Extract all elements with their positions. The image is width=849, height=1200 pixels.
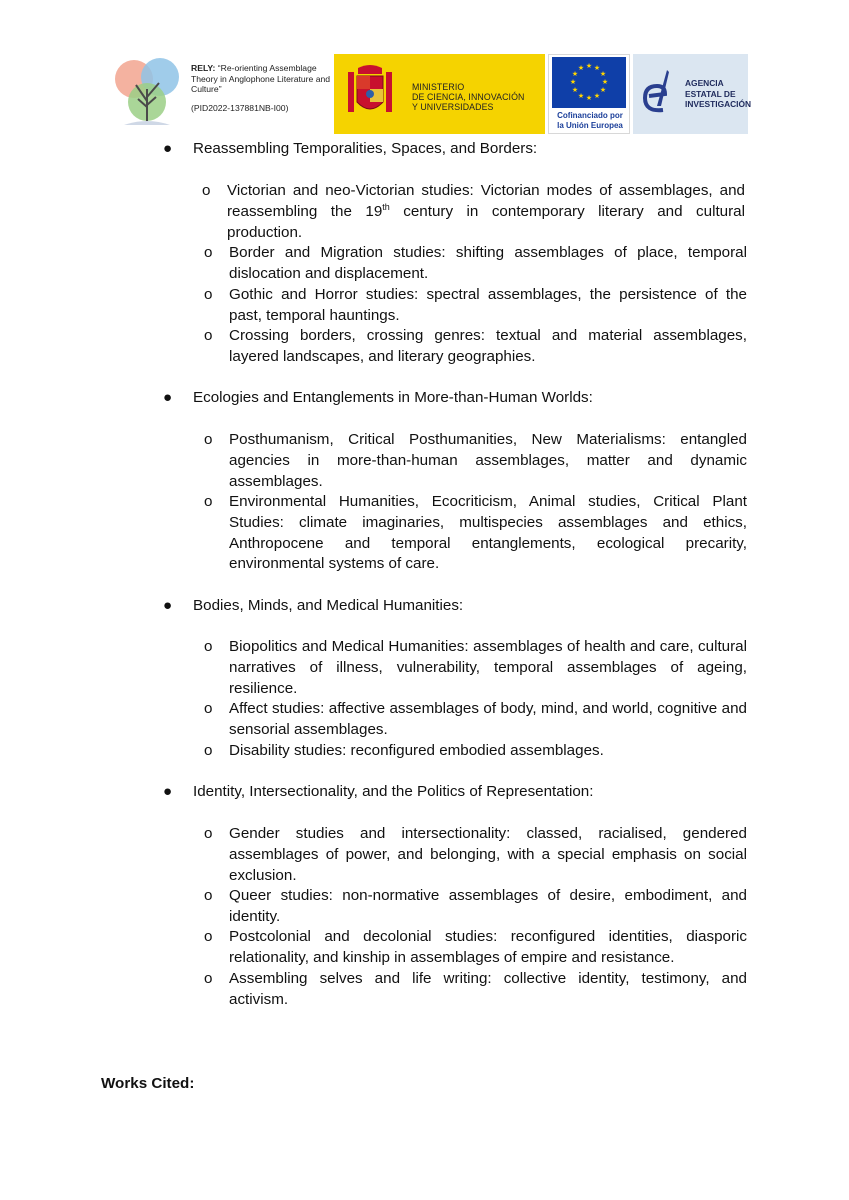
list-item-text: Gender studies and intersectionality: classed, racialised, gendered assemblages of power, and belonging, with a special emphasis on social exclusion. — [229, 825, 747, 884]
works-cited-heading: Works Cited: — [101, 1075, 195, 1092]
aei-line-3: INVESTIGACIÓN — [685, 99, 752, 109]
svg-text:★: ★ — [593, 64, 601, 72]
svg-text:★: ★ — [593, 92, 601, 100]
sub-bullet-icon: o — [204, 286, 213, 303]
list-item-text: Victorian and neo-Victorian studies: Victorian modes of assemblages, and reassembling the 19th century in contemporary literary and cultural production. — [227, 182, 745, 241]
ministerio-line-1: MINISTERIO — [412, 82, 465, 92]
bullet-icon: ● — [163, 140, 173, 157]
svg-text:★: ★ — [571, 70, 579, 78]
eu-line-1: Cofinanciado por — [557, 111, 623, 120]
list-item-text: Queer studies: non-normative assemblages of desire, embodiment, and identity. — [229, 887, 747, 925]
svg-text:★: ★ — [599, 86, 607, 94]
svg-text:★: ★ — [585, 94, 593, 102]
sub-bullet-icon: o — [204, 638, 213, 655]
list-item-text: Gothic and Horror studies: spectral assemblages, the persistence of the past, temporal hauntings. — [229, 286, 747, 324]
sub-bullet-icon: o — [204, 742, 213, 759]
section-heading: Ecologies and Entanglements in More-than-Human Worlds: — [193, 389, 593, 406]
svg-text:★: ★ — [571, 86, 579, 94]
list-item-text: Crossing borders, crossing genres: textual and material assemblages, layered landscapes, and literary geographies. — [229, 327, 747, 365]
list-item-text: Posthumanism, Critical Posthumanities, New Materialisms: entangled agencies in more-than-human assemblages, matter and dynamic assemblages. — [229, 431, 747, 490]
rely-title-text: “Re-orienting Assemblage Theory in Anglophone Literature and Culture” — [191, 63, 331, 94]
sub-bullet-icon: o — [204, 970, 213, 987]
sub-bullet-icon: o — [204, 887, 213, 904]
list-item-text: Assembling selves and life writing: collective identity, testimony, and activism. — [229, 970, 747, 1008]
sub-bullet-icon: o — [204, 825, 213, 842]
list-item-text: Affect studies: affective assemblages of body, mind, and world, cognitive and sensorial assemblages. — [229, 700, 747, 738]
svg-text:★: ★ — [577, 64, 585, 72]
sub-bullet-icon: o — [204, 700, 213, 717]
bullet-icon: ● — [163, 783, 173, 800]
bullet-icon: ● — [163, 389, 173, 406]
sub-bullet-icon: o — [204, 244, 213, 261]
list-item-text: Border and Migration studies: shifting assemblages of place, temporal dislocation and displacement. — [229, 244, 747, 282]
sub-bullet-icon: o — [204, 493, 213, 510]
rely-acronym: RELY: — [191, 63, 216, 73]
section-heading: Identity, Intersectionality, and the Politics of Representation: — [193, 783, 594, 800]
svg-text:★: ★ — [601, 78, 609, 86]
list-item-text: Biopolitics and Medical Humanities: assemblages of health and care, cultural narratives of illness, vulnerability, temporal assemblages of ageing, resilience. — [229, 638, 747, 697]
eu-line-2: la Unión Europea — [557, 121, 623, 130]
section-heading: Reassembling Temporalities, Spaces, and Borders: — [193, 140, 538, 157]
list-item-text: Disability studies: reconfigured embodied assemblages. — [229, 742, 604, 759]
svg-text:★: ★ — [569, 78, 577, 86]
rely-grant-code: (PID2022-137881NB-I00) — [191, 102, 289, 113]
sub-bullet-icon: o — [202, 182, 211, 199]
svg-text:★: ★ — [585, 62, 593, 70]
aei-line-2: ESTATAL DE — [685, 88, 736, 99]
sub-bullet-icon: o — [204, 431, 213, 448]
ministerio-line-2: DE CIENCIA, INNOVACIÓN — [412, 92, 525, 102]
svg-text:★: ★ — [577, 92, 585, 100]
sub-bullet-icon: o — [204, 327, 213, 344]
list-item-text: Postcolonial and decolonial studies: reconfigured identities, diasporic relationality, and kinship in assemblages of empire and resistance. — [229, 928, 747, 966]
list-item-text: Environmental Humanities, Ecocriticism, Animal studies, Critical Plant Studies: climate imaginaries, multispecies assemblages and ethics, Anthropocene and temporal entanglements, ecological precarity, environmental systems of care. — [229, 493, 747, 573]
ministerio-line-3: Y UNIVERSIDADES — [412, 102, 494, 112]
section-heading: Bodies, Minds, and Medical Humanities: — [193, 597, 464, 614]
bullet-icon: ● — [163, 597, 173, 614]
aei-line-1: AGENCIA — [685, 78, 724, 88]
svg-text:★: ★ — [599, 70, 607, 78]
sub-bullet-icon: o — [204, 928, 213, 945]
